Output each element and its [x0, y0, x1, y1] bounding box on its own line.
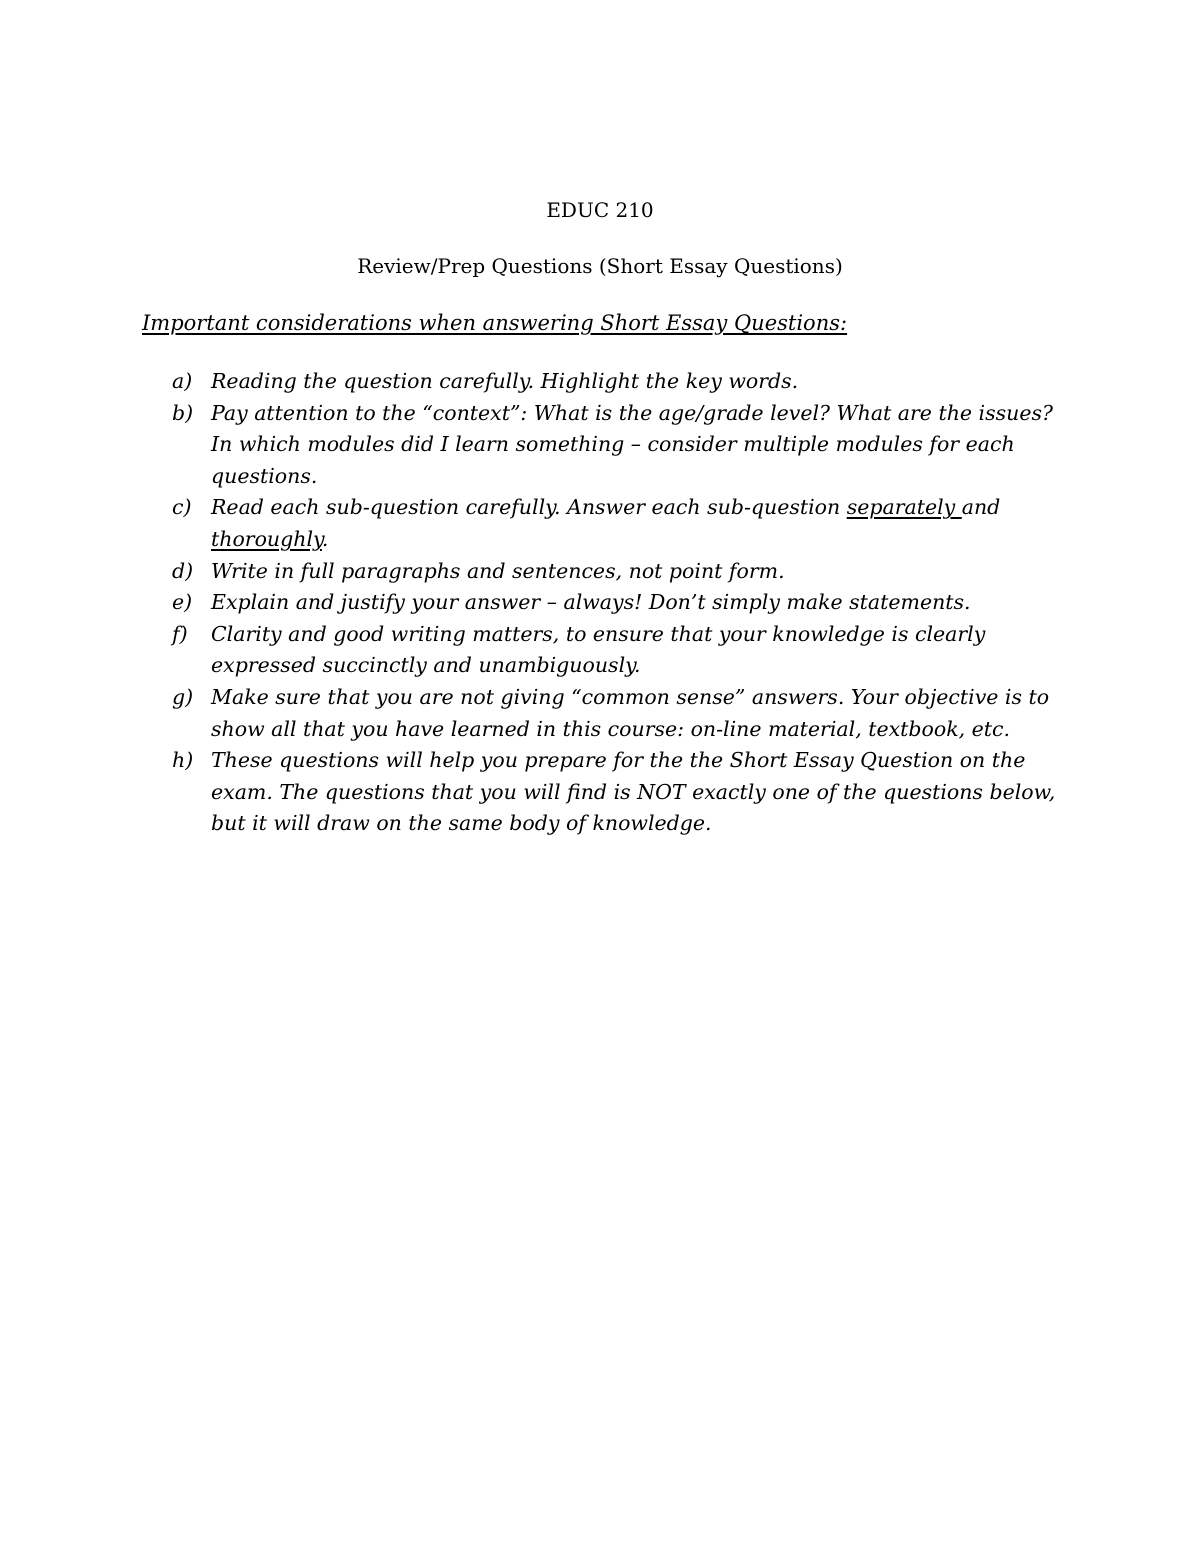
list-item-text: Read each sub-question carefully. Answer each sub-question	[211, 495, 847, 520]
list-item-f	[172, 619, 1062, 682]
list-item-text: These questions will help you prepare for the the Short Essay Question on the exam. The questions that you will find is NOT exactly one of the questions below, but it will draw on the same body of knowledge.	[211, 748, 1056, 836]
list-item-b	[172, 398, 1062, 493]
list-marker: b)	[172, 400, 194, 425]
document-subtitle: Review/Prep Questions (Short Essay Questions)	[357, 254, 843, 278]
list-item-text-end: .	[321, 526, 329, 551]
list-item-text: Pay attention to the “context”: What is the age/grade level? What are the issues? In which modules did I learn something – consider multiple modules for each questions.	[211, 400, 1053, 488]
list-item-d	[172, 556, 1062, 588]
list-marker: a)	[172, 369, 193, 393]
list-marker: d)	[172, 558, 194, 583]
list-marker: c)	[172, 495, 192, 520]
list-marker: e)	[172, 590, 193, 615]
list-item-g	[172, 682, 1062, 745]
list-marker: f)	[172, 621, 188, 646]
considerations-list	[172, 366, 1062, 840]
considerations-heading: Important considerations when answering Short Essay Questions:	[142, 311, 848, 335]
list-item-a	[172, 366, 1062, 398]
list-item-text: Clarity and good writing matters, to ensure that your knowledge is clearly expressed succinctly and unambiguously.	[211, 621, 986, 678]
list-marker: h)	[172, 748, 194, 773]
list-item-text: Explain and justify your answer – always! Don’t simply make statements.	[211, 590, 971, 615]
underlined-separately: separately	[846, 495, 962, 520]
list-item-c	[172, 492, 1062, 555]
list-item-e	[172, 587, 1062, 619]
list-item-text: Make sure that you are not giving “common sense” answers. Your objective is to show all that you have learned in this course: on-line material, textbook, etc.	[211, 684, 1050, 741]
list-item-text-middle: and	[961, 495, 1001, 520]
list-marker: g)	[172, 684, 194, 709]
list-item-text: Reading the question carefully. Highlight the key words.	[211, 369, 799, 393]
underlined-thoroughly: thoroughly	[211, 526, 322, 551]
list-item-text: Write in full paragraphs and sentences, not point form.	[211, 558, 785, 583]
list-item-h	[172, 745, 1062, 840]
course-code: EDUC 210	[546, 198, 654, 222]
